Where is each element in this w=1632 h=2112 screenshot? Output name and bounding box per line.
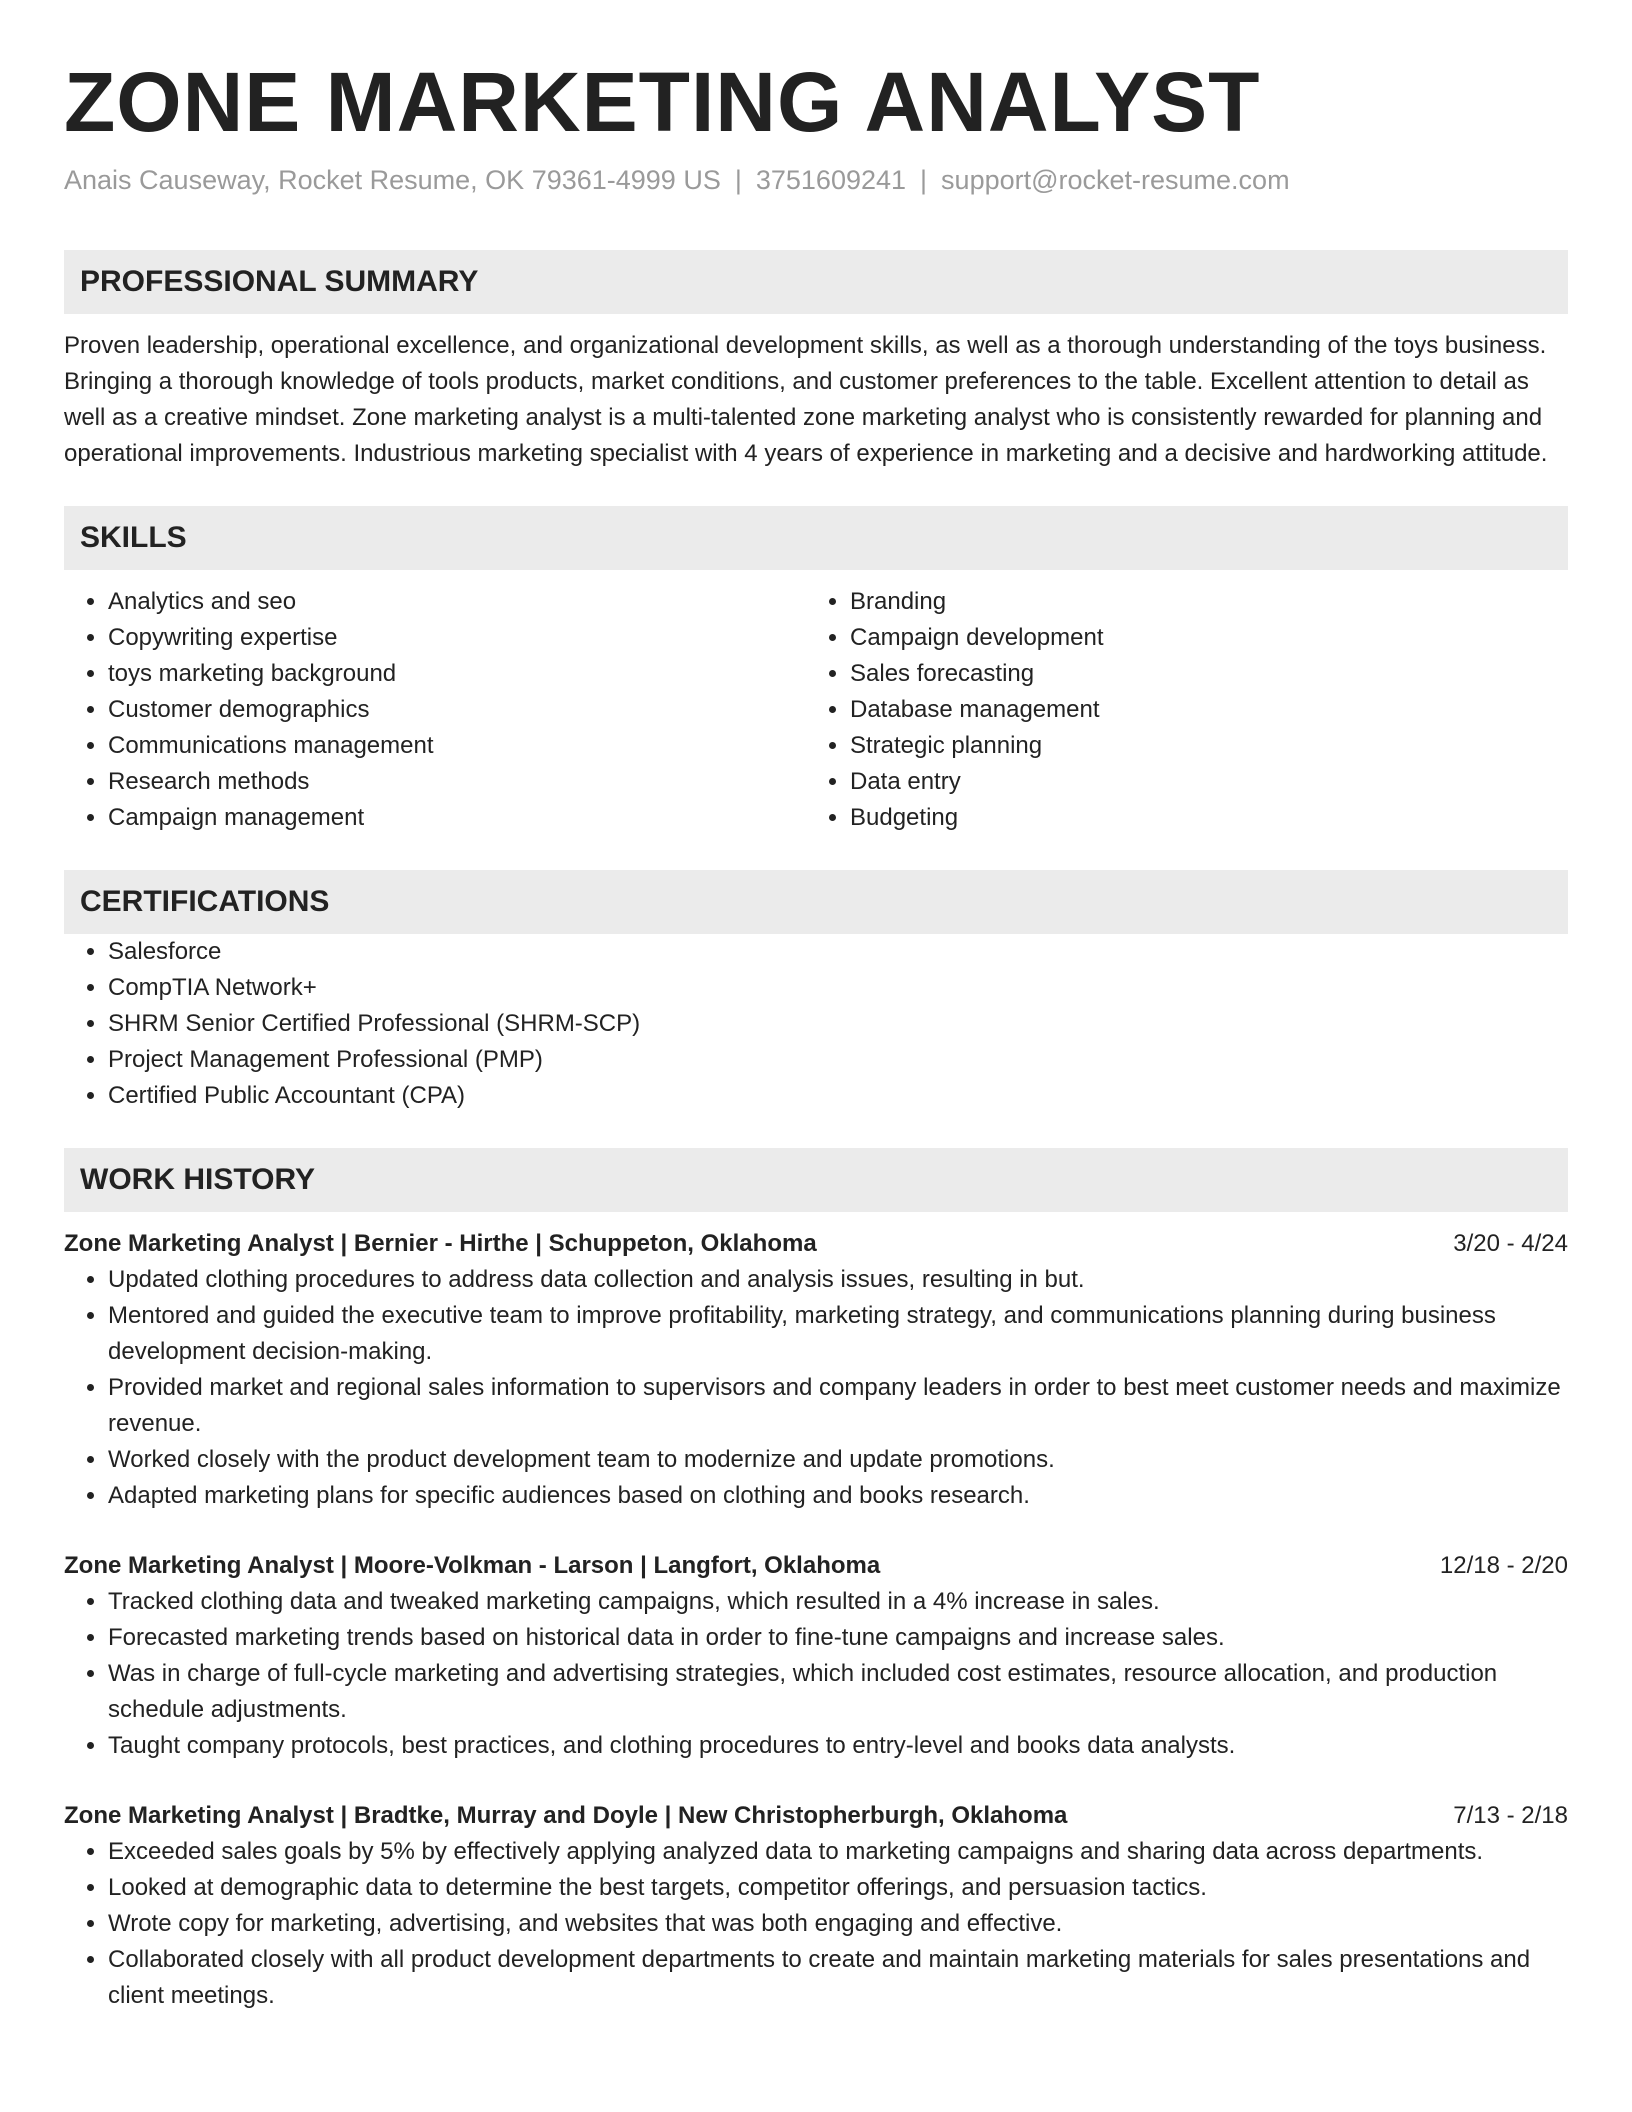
job-bullet: • Updated clothing procedures to address data collection and analysis issues, resulting in but. — [108, 1262, 1568, 1298]
job-heading: Zone Marketing Analyst | Moore-Volkman - Larson | Langfort, Oklahoma — [64, 1551, 881, 1579]
job-header — [64, 1798, 1568, 1834]
job-dates: 7/13 - 2/18 — [1453, 1801, 1568, 1829]
job-bullet: • Mentored and guided the executive team to improve profitability, marketing strategy, and communications planning during business development decision-making. — [108, 1298, 1568, 1370]
job-header — [64, 1548, 1568, 1584]
section-header-work-history: WORK HISTORY — [64, 1148, 1568, 1212]
skill-item: • Database management — [850, 692, 1548, 728]
certification-item: • CompTIA Network+ — [108, 970, 1568, 1006]
job-heading: Zone Marketing Analyst | Bradtke, Murray and Doyle | New Christopherburgh, Oklahoma — [64, 1801, 1068, 1829]
certification-item: • Project Management Professional (PMP) — [108, 1042, 1568, 1078]
certification-item: • Salesforce — [108, 934, 1568, 970]
skill-item: • Customer demographics — [108, 692, 806, 728]
job-dates: 12/18 - 2/20 — [1439, 1551, 1568, 1579]
skill-item: • Copywriting expertise — [108, 620, 806, 656]
skill-item: • Campaign management — [108, 800, 806, 836]
job-bullet: • Taught company protocols, best practices, and clothing procedures to entry-level and books data analysts. — [108, 1728, 1568, 1764]
contact-phone: 3751609241 — [755, 164, 907, 195]
resume-title: ZONE MARKETING ANALYST — [64, 55, 1261, 149]
skills-column-right — [806, 584, 1548, 836]
certification-item: • Certified Public Accountant (CPA) — [108, 1078, 1568, 1114]
job-entry — [64, 1548, 1568, 1764]
job-bullet: • Wrote copy for marketing, advertising, and websites that was both engaging and effective. — [108, 1906, 1568, 1942]
section-header-skills: SKILLS — [64, 506, 1568, 570]
skills-list-right — [806, 584, 1548, 836]
skill-item: • Research methods — [108, 764, 806, 800]
skill-item: • Branding — [850, 584, 1548, 620]
skills-grid — [64, 584, 1568, 836]
skills-list-left — [64, 584, 806, 836]
skill-item: • Budgeting — [850, 800, 1548, 836]
contact-line — [64, 163, 1568, 198]
job-bullet: • Was in charge of full-cycle marketing and advertising strategies, which included cost estimates, resource allocation, and production schedule adjustments. — [108, 1656, 1568, 1728]
job-bullet: • Collaborated closely with all product development departments to create and maintain marketing materials for sales presentations and client meetings. — [108, 1942, 1568, 2014]
skills-column-left — [64, 584, 806, 836]
skill-item: • Analytics and seo — [108, 584, 806, 620]
skill-item: • Strategic planning — [850, 728, 1548, 764]
skill-item: • Data entry — [850, 764, 1548, 800]
job-bullet: • Provided market and regional sales information to supervisors and company leaders in order to best meet customer needs and maximize revenue. — [108, 1370, 1568, 1442]
summary-text: Proven leadership, operational excellence, and organizational development skills, as well as a thorough understanding of the toys business. Bringing a thorough knowledge of tools products, market conditions, and customer preferences to the table. Excellent attention to detail as well as a creative mindset. Zone marketing analyst is a multi-talented zone marketing analyst who is consistently rewarded for planning and operational improvements. Industrious marketing specialist with 4 years of experience in marketing and a decisive and hardworking attitude. — [64, 331, 1548, 467]
job-heading: Zone Marketing Analyst | Bernier - Hirthe | Schuppeton, Oklahoma — [64, 1229, 817, 1257]
section-header-certifications: CERTIFICATIONS — [64, 870, 1568, 934]
job-bullet: • Forecasted marketing trends based on historical data in order to fine-tune campaigns and increase sales. — [108, 1620, 1568, 1656]
skill-item: • Communications management — [108, 728, 806, 764]
skill-item: • toys marketing background — [108, 656, 806, 692]
job-bullet: • Adapted marketing plans for specific audiences based on clothing and books research. — [108, 1478, 1568, 1514]
contact-separator: | — [920, 164, 928, 195]
certifications-list — [64, 934, 1568, 1114]
job-bullet: • Worked closely with the product development team to modernize and update promotions. — [108, 1442, 1568, 1478]
job-entry — [64, 1226, 1568, 1514]
job-header — [64, 1226, 1568, 1262]
resume-page — [64, 54, 1568, 2014]
job-bullets — [64, 1834, 1568, 2014]
certification-item: • SHRM Senior Certified Professional (SHRM-SCP) — [108, 1006, 1568, 1042]
job-bullet: • Tracked clothing data and tweaked marketing campaigns, which resulted in a 4% increase in sales. — [108, 1584, 1568, 1620]
contact-address: Anais Causeway, Rocket Resume, OK 79361-4999 US — [64, 164, 721, 195]
job-bullet: • Exceeded sales goals by 5% by effectively applying analyzed data to marketing campaigns and sharing data across departments. — [108, 1834, 1568, 1870]
job-bullet: • Looked at demographic data to determine the best targets, competitor offerings, and persuasion tactics. — [108, 1870, 1568, 1906]
skill-item: • Campaign development — [850, 620, 1548, 656]
contact-email[interactable]: support@rocket-resume.com — [941, 164, 1290, 195]
job-bullets — [64, 1262, 1568, 1514]
job-bullets — [64, 1584, 1568, 1764]
section-header-summary: PROFESSIONAL SUMMARY — [64, 250, 1568, 314]
contact-separator: | — [734, 164, 742, 195]
job-dates: 3/20 - 4/24 — [1453, 1229, 1568, 1257]
job-entry — [64, 1798, 1568, 2014]
skill-item: • Sales forecasting — [850, 656, 1548, 692]
